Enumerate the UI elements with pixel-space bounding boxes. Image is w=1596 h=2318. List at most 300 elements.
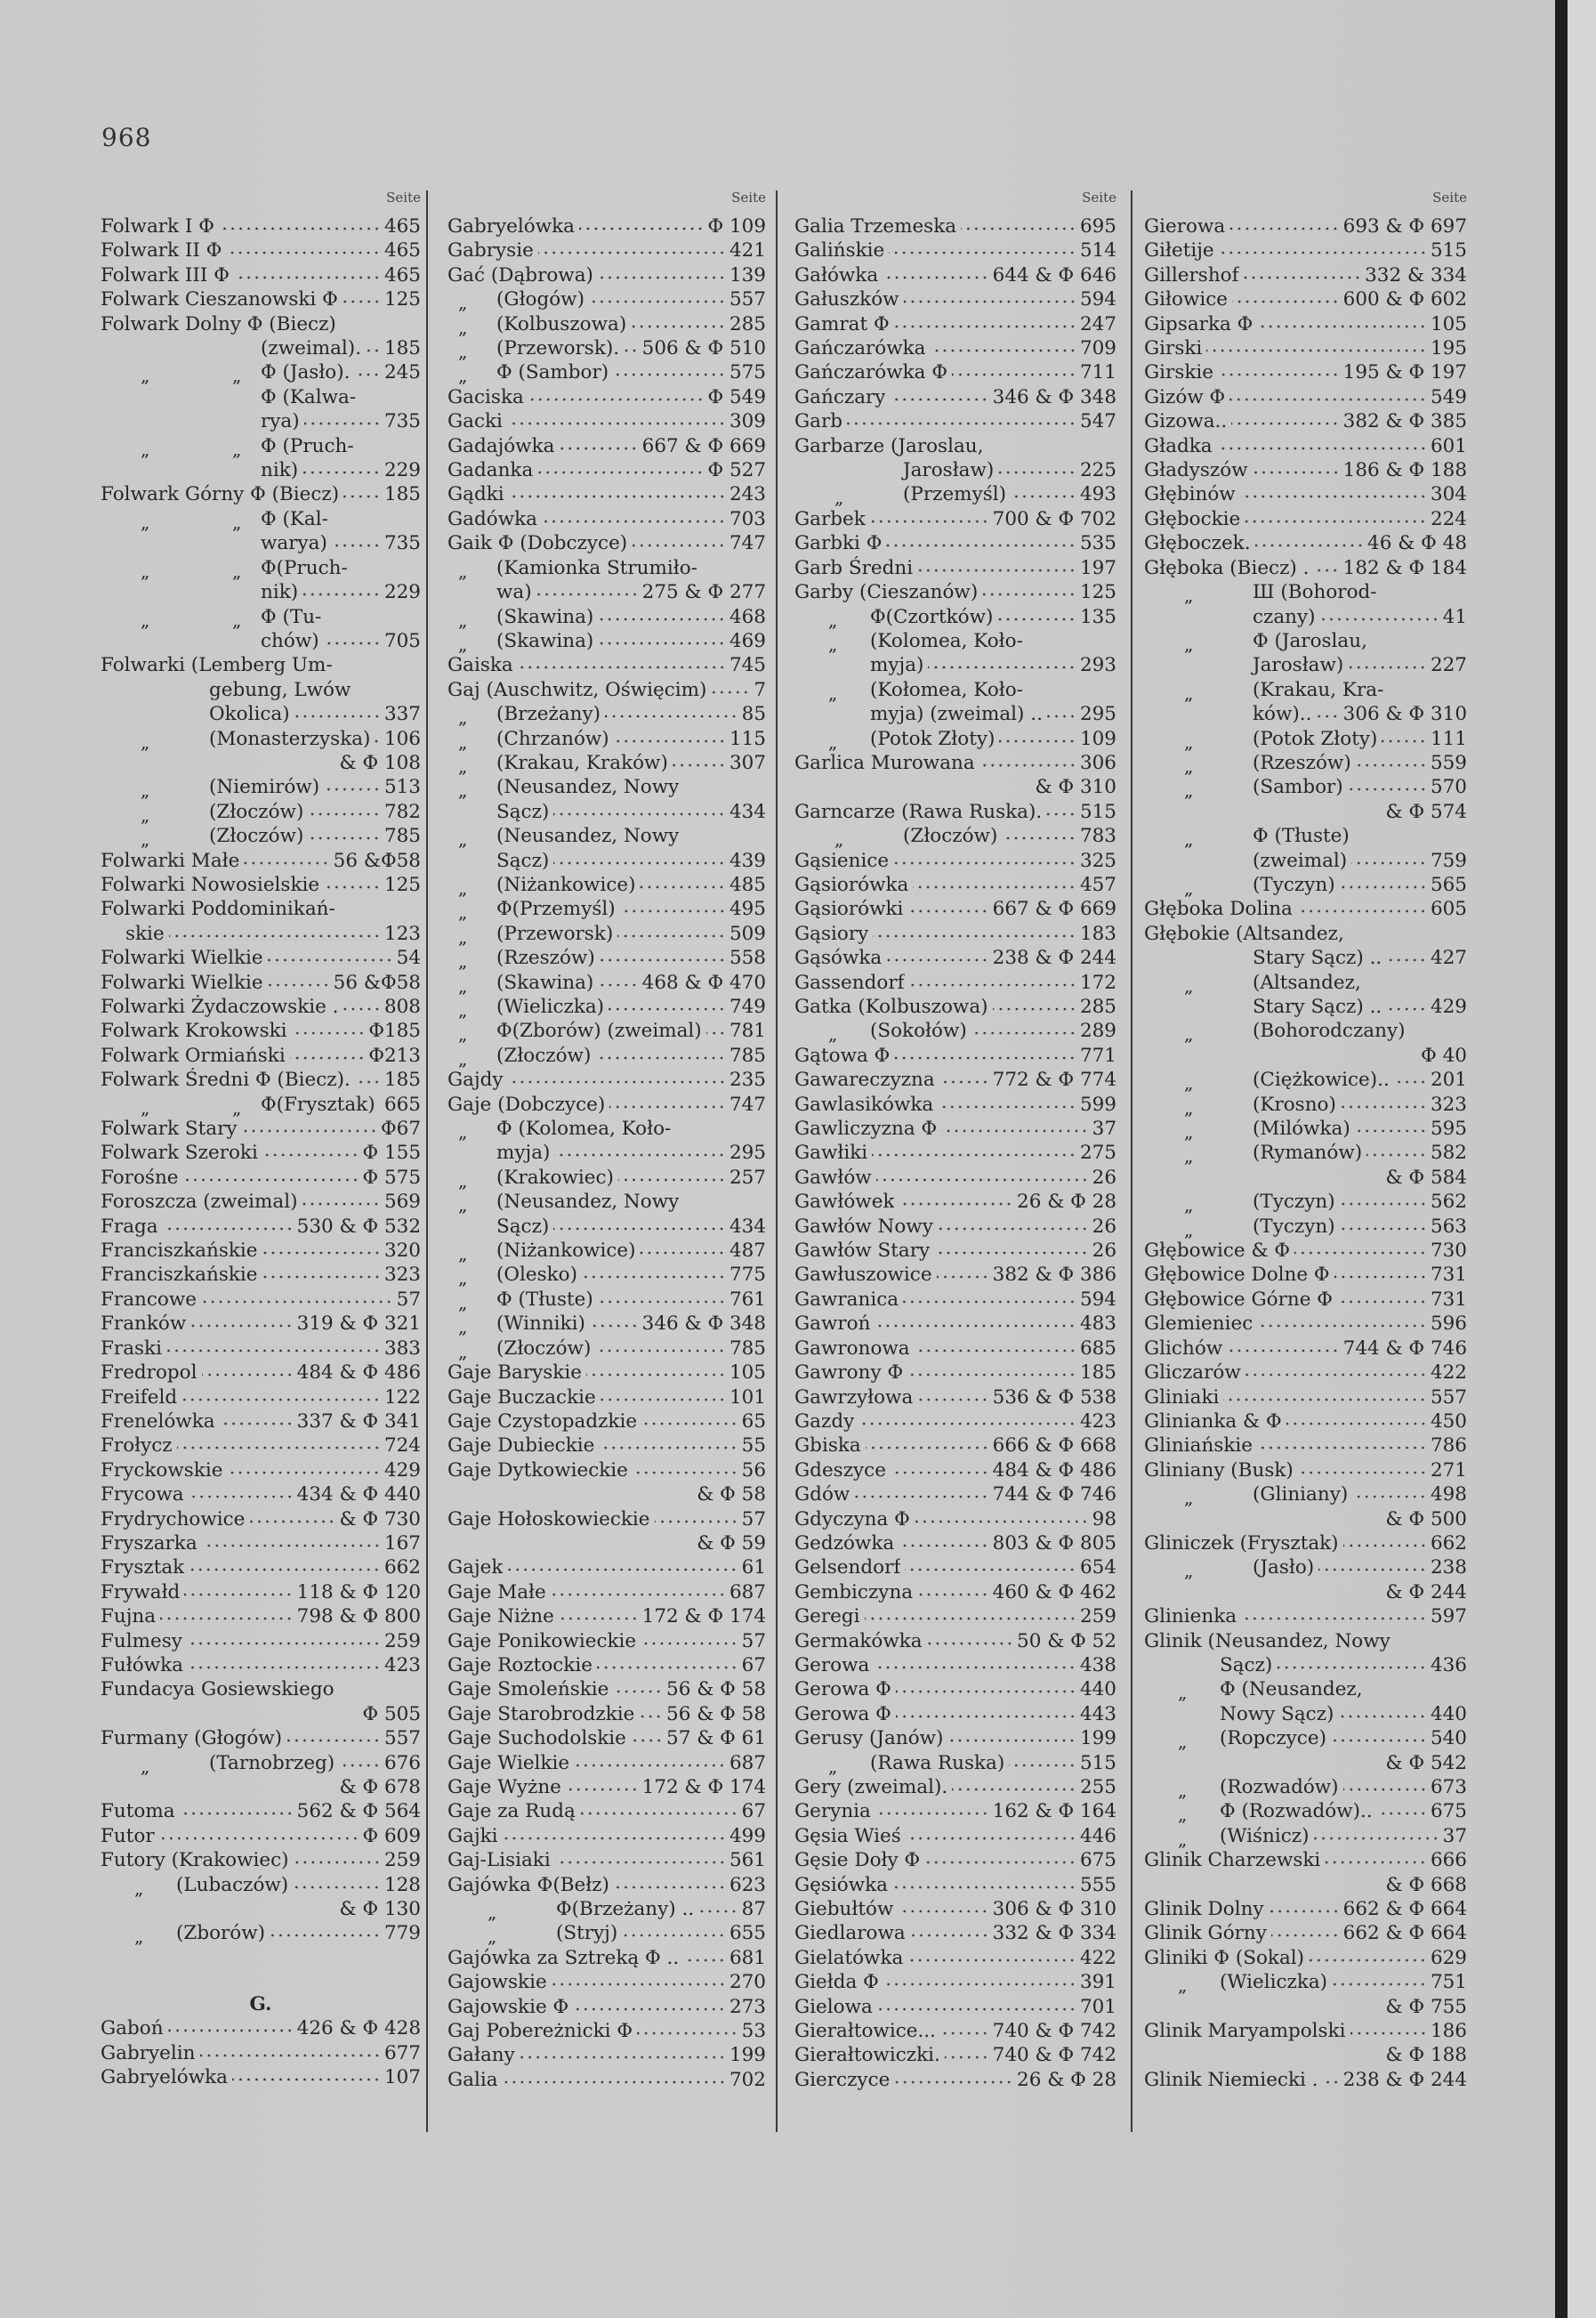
index-entry — [447, 1848, 766, 1872]
index-entry — [447, 1141, 766, 1165]
page-reference: 434 — [729, 1215, 766, 1238]
dot-leader — [673, 762, 726, 769]
page-reference: 749 — [729, 996, 766, 1018]
index-entry — [447, 312, 766, 336]
page-reference: 666 — [1430, 1849, 1467, 1872]
dot-leader — [934, 1249, 1088, 1256]
page-reference: 667 & Φ 669 — [641, 434, 766, 457]
dot-leader — [917, 1396, 988, 1403]
index-entry — [101, 1068, 421, 1092]
entry-name: (Głogów) — [496, 288, 584, 311]
index-entry — [447, 1946, 766, 1970]
index-entry — [447, 1044, 766, 1068]
dot-leader — [184, 1591, 293, 1598]
ditto-mark: „ — [458, 876, 468, 899]
dot-leader — [159, 1835, 359, 1842]
index-entry — [447, 1068, 766, 1092]
dot-leader — [160, 1615, 294, 1622]
page-reference: 7 — [754, 678, 766, 701]
page-reference: 747 — [729, 532, 766, 555]
index-entry — [447, 605, 766, 629]
dot-leader — [1232, 298, 1340, 305]
page-reference: 468 — [729, 605, 766, 628]
page-reference: 135 — [1079, 605, 1116, 628]
page-reference: 172 & Φ 174 — [641, 1776, 766, 1798]
entry-name: Gabryelówka — [101, 2066, 228, 2089]
dot-leader — [1351, 860, 1427, 867]
dot-leader — [875, 1810, 989, 1817]
column-divider — [1131, 190, 1133, 2132]
entry-name: Gańczarówka Φ — [794, 361, 947, 384]
page-reference: 332 & 334 — [1365, 263, 1467, 287]
dot-leader — [903, 1298, 1076, 1305]
index-entry — [1144, 1068, 1467, 1092]
dot-leader — [1269, 1908, 1340, 1915]
ditto-mark: „ — [141, 511, 150, 533]
entry-name: Gąsienice — [794, 849, 890, 872]
ditto-mark: „ — [458, 1316, 468, 1338]
page-reference: 182 & Φ 184 — [1342, 556, 1467, 579]
entry-name: Gaje Suchodolskie — [447, 1727, 626, 1750]
dot-leader — [308, 811, 381, 818]
dot-leader — [1320, 616, 1439, 623]
page-reference: & Φ 58 — [697, 1483, 766, 1506]
page-reference: 687 — [729, 1751, 766, 1774]
entry-name: Giedlarowa — [794, 1922, 906, 1945]
dot-leader — [1309, 1957, 1427, 1964]
page-reference: 122 — [383, 1385, 421, 1409]
ditto-mark: „ — [488, 1926, 497, 1948]
index-entry — [794, 1677, 1116, 1701]
ditto-mark: „ — [1184, 1023, 1194, 1046]
entry-name: (Ropczyce) — [1220, 1727, 1326, 1750]
ditto-mark: „ — [828, 633, 838, 655]
index-entry — [101, 1629, 421, 1653]
index-entry — [1144, 1897, 1467, 1921]
entry-name: gebung, Lwów — [209, 678, 351, 701]
entry-name: Gierczyce — [794, 2068, 891, 2091]
ditto-mark: „ — [488, 1902, 497, 1924]
page-reference: & Φ 500 — [1385, 1507, 1467, 1531]
entry-name: Galia Trzemeska — [794, 215, 957, 238]
entry-name: Fundacya Gosiewskiego — [101, 1678, 335, 1701]
index-entry — [794, 1093, 1116, 1117]
index-entry — [794, 531, 1116, 555]
index-entry — [101, 727, 421, 751]
page-reference: 555 — [1079, 1873, 1116, 1896]
page-reference: Φ213 — [368, 1044, 421, 1067]
ditto-mark: „ — [1178, 1804, 1188, 1826]
page-reference: 654 — [1079, 1556, 1116, 1579]
entry-name: Gerusy (Janów) — [794, 1727, 944, 1750]
dot-leader — [177, 1444, 381, 1451]
dot-leader — [1331, 1737, 1427, 1744]
ditto-mark: „ — [458, 731, 468, 753]
page-reference: 319 & Φ 321 — [296, 1312, 421, 1336]
dot-leader — [375, 738, 381, 745]
index-entry — [794, 1604, 1116, 1628]
page-reference: 87 — [741, 1898, 766, 1921]
dot-leader — [876, 1176, 1089, 1183]
dot-leader — [620, 908, 726, 915]
entry-name: Φ(Zborów) (zweimal) — [496, 1020, 702, 1043]
page-reference: 772 & Φ 774 — [992, 1069, 1116, 1092]
dot-leader — [1229, 396, 1427, 403]
index-entry — [447, 1897, 766, 1924]
page-reference: & Φ 542 — [1385, 1751, 1467, 1774]
entry-name: (Tyczyn) — [1253, 1191, 1335, 1214]
page-reference: 275 — [1079, 1142, 1116, 1165]
index-entry — [447, 2043, 766, 2067]
dot-leader — [917, 567, 1076, 574]
page-reference: 115 — [729, 727, 766, 750]
dot-leader — [1277, 1664, 1427, 1671]
ditto-mark: „ — [458, 609, 468, 631]
index-entry — [101, 1409, 421, 1434]
page-reference: 227 — [1430, 654, 1467, 677]
entry-name: Gawłów — [794, 1166, 872, 1189]
index-entry — [101, 1117, 421, 1141]
index-entry — [447, 263, 766, 287]
index-entry — [1144, 409, 1467, 433]
page-reference: 293 — [1079, 654, 1116, 677]
entry-name: Gawłiki — [794, 1142, 868, 1165]
index-entry — [794, 1995, 1116, 2019]
dot-leader — [605, 713, 738, 720]
dot-leader — [600, 957, 726, 964]
entry-name: Φ (Jaroslau, — [1253, 629, 1367, 652]
page-reference: 332 & Φ 334 — [992, 1922, 1116, 1945]
index-entry — [447, 922, 766, 946]
index-entry — [794, 1239, 1116, 1263]
dot-leader — [598, 616, 726, 623]
entry-name: (Krosno) — [1253, 1093, 1336, 1116]
dot-leader — [1244, 274, 1362, 281]
dot-leader — [262, 1249, 381, 1256]
dot-leader — [1297, 908, 1427, 915]
dot-leader — [1047, 713, 1076, 720]
dot-leader — [559, 1615, 639, 1622]
ditto-mark: „ — [1184, 1121, 1194, 1143]
ditto-mark: „ — [458, 925, 468, 948]
dot-leader — [169, 933, 381, 940]
page-reference: 485 — [729, 873, 766, 896]
dot-leader — [249, 1518, 335, 1525]
index-entry — [1144, 1873, 1467, 1897]
index-entry — [794, 1921, 1116, 1945]
page-reference: 37 — [1442, 1824, 1467, 1847]
dot-leader — [640, 884, 725, 891]
index-entry — [447, 1995, 766, 2019]
index-column-1 — [101, 187, 421, 2089]
index-entry — [101, 897, 421, 921]
entry-name: Fulmesy — [101, 1629, 182, 1652]
entry-name: Folwarki (Lemberg Um- — [101, 654, 333, 677]
entry-name: Głębowice & Φ — [1144, 1240, 1291, 1263]
entry-name: (Altsandez, — [1253, 971, 1361, 994]
index-entry — [794, 1580, 1116, 1604]
entry-name: Folwark Ormiański — [101, 1044, 286, 1067]
index-entry — [1144, 702, 1467, 726]
entry-name: Folwarki Małe — [101, 849, 240, 872]
entry-name: Gawliczyzna Φ — [794, 1118, 938, 1141]
page-reference: 509 — [729, 922, 766, 945]
index-entry — [794, 1409, 1116, 1434]
dot-leader — [979, 762, 1076, 769]
index-entry — [1144, 556, 1467, 580]
dot-leader — [899, 1542, 988, 1549]
index-entry — [101, 678, 421, 702]
page-reference: 56 &Φ58 — [333, 849, 421, 872]
entry-name: (zweimal) — [1253, 849, 1348, 872]
index-entry — [447, 751, 766, 775]
entry-name: Girski — [1144, 337, 1203, 360]
entry-name: Gęsia Wieś — [794, 1824, 901, 1847]
page-reference: 779 — [383, 1922, 421, 1945]
page-reference: 644 & Φ 646 — [992, 263, 1116, 287]
ditto-mark: „ — [458, 316, 468, 338]
entry-name: Gaje Małe — [447, 1580, 546, 1603]
index-entry — [794, 1653, 1116, 1677]
page-reference: 323 — [1430, 1093, 1467, 1116]
entry-name: Giełda Φ — [794, 1971, 879, 1994]
dot-leader — [1313, 567, 1339, 574]
page-reference: 26 — [1092, 1215, 1116, 1238]
index-entry — [1144, 214, 1467, 238]
index-entry — [101, 360, 421, 387]
entry-name: Forośne — [101, 1166, 179, 1189]
index-entry — [1144, 1385, 1467, 1409]
index-entry — [101, 1921, 421, 1948]
page-reference: 275 & Φ 277 — [641, 581, 766, 604]
entry-name: Gabryelin — [101, 2041, 196, 2064]
ditto-mark: „ — [1184, 1145, 1194, 1167]
index-entry — [794, 1726, 1116, 1750]
ditto-mark: „ — [828, 1023, 838, 1046]
entry-name: Gaje Ponikowieckie — [447, 1629, 637, 1652]
dot-leader — [507, 1566, 738, 1573]
dot-leader — [906, 1835, 1076, 1842]
index-entry — [447, 1629, 766, 1653]
entry-name: Franciszkańskie — [101, 1240, 258, 1263]
page-reference: & Φ 188 — [1385, 2044, 1467, 2067]
ditto-mark: „ — [458, 1169, 468, 1191]
dot-leader — [883, 274, 988, 281]
page-reference: 601 — [1430, 434, 1467, 457]
dot-leader — [870, 518, 989, 525]
entry-name: Franciszkańskie — [101, 1264, 258, 1287]
entry-name: (Sambor) — [1253, 776, 1343, 799]
page-reference: 128 — [383, 1873, 421, 1896]
page-reference: 382 & Φ 385 — [1342, 410, 1467, 433]
index-entry — [794, 1702, 1116, 1726]
page-reference: 536 & Φ 538 — [992, 1385, 1116, 1409]
dot-leader — [244, 860, 329, 867]
index-entry — [794, 1873, 1116, 1897]
page-reference: 427 — [1430, 947, 1467, 970]
page-reference: 565 — [1430, 873, 1467, 896]
entry-name: Foroszcza (zweimal) — [101, 1191, 298, 1214]
index-entry — [101, 409, 421, 433]
index-entry — [447, 653, 766, 677]
entry-name: Folwark Średni Φ (Biecz). — [101, 1069, 351, 1092]
ditto-mark: „ — [141, 804, 150, 826]
dot-leader — [262, 1273, 381, 1280]
entry-name: Sącz) — [496, 800, 550, 823]
page-reference: & Φ 130 — [339, 1898, 421, 1921]
dot-leader — [507, 420, 726, 427]
index-entry — [101, 1726, 421, 1750]
index-entry — [794, 214, 1116, 238]
page-reference: 446 — [1079, 1824, 1116, 1847]
index-entry — [1144, 873, 1467, 897]
entry-name: Sącz) — [496, 1215, 550, 1238]
ditto-mark: „ — [232, 365, 242, 387]
index-entry — [101, 873, 421, 897]
dot-leader — [553, 1225, 726, 1232]
index-entry — [447, 1970, 766, 1994]
index-entry — [1144, 312, 1467, 336]
page-reference: 195 — [1430, 337, 1467, 360]
entry-name: Gaje za Rudą — [447, 1800, 576, 1823]
dot-leader — [877, 2006, 1076, 2013]
index-entry — [1144, 1726, 1467, 1753]
dot-leader — [952, 1786, 1076, 1793]
entry-name: Glinik Niemiecki . — [1144, 2068, 1318, 2091]
ditto-mark: „ — [232, 560, 242, 582]
ditto-mark: „ — [458, 1047, 468, 1070]
index-entry — [1144, 360, 1467, 384]
ditto-mark: „ — [1184, 1194, 1194, 1216]
dot-leader — [937, 1273, 989, 1280]
entry-name: Sącz) — [496, 849, 550, 872]
dot-leader — [655, 1518, 738, 1525]
page-reference: 557 — [729, 288, 766, 311]
page-reference: 57 — [396, 1288, 421, 1311]
dot-leader — [520, 2054, 726, 2061]
entry-name: (Kolomea, Koło- — [870, 629, 1023, 652]
page-reference: 599 — [1079, 1093, 1116, 1116]
page-reference: 162 & Φ 164 — [992, 1800, 1116, 1823]
dot-leader — [355, 1078, 381, 1086]
dot-leader — [181, 1396, 381, 1403]
dot-leader — [227, 1469, 381, 1476]
index-entry — [1144, 1653, 1467, 1677]
page-reference: 487 — [729, 1240, 766, 1263]
dot-leader — [641, 1420, 738, 1427]
page-reference: 469 — [729, 629, 766, 652]
page-reference: 484 & Φ 486 — [992, 1458, 1116, 1482]
ditto-mark: „ — [458, 1340, 468, 1362]
index-entry — [1144, 1824, 1467, 1848]
dot-leader — [553, 811, 726, 818]
page-reference: 561 — [729, 1849, 766, 1872]
page-reference: 468 & Φ 470 — [641, 971, 766, 994]
entry-name: Gembiczyna — [794, 1580, 914, 1603]
entry-name: Garbarze (Jaroslau, — [794, 434, 984, 457]
page-reference: 186 & Φ 188 — [1342, 459, 1467, 482]
dot-leader — [189, 1493, 294, 1500]
page-reference: 139 — [729, 263, 766, 287]
entry-name: Gałany — [447, 2044, 515, 2067]
page-reference: 595 — [1430, 1118, 1467, 1141]
ditto-mark: „ — [1184, 731, 1194, 753]
index-entry — [101, 507, 421, 531]
entry-name: (Neusandez, Nowy — [496, 825, 680, 848]
entry-name: Gaje Dytkowieckie — [447, 1458, 628, 1482]
index-entry — [447, 531, 766, 555]
index-entry — [1144, 1946, 1467, 1970]
index-entry — [101, 702, 421, 726]
entry-name: Gerowa — [794, 1653, 870, 1676]
entry-name: (Milówka) — [1253, 1118, 1350, 1141]
ditto-mark: „ — [232, 511, 242, 533]
index-entry — [1144, 1312, 1467, 1336]
entry-name: Gaje Starobrodzkie — [447, 1702, 635, 1725]
dot-leader — [332, 542, 381, 549]
index-column-2 — [447, 187, 766, 2092]
dot-leader — [536, 591, 639, 598]
page-reference: 570 — [1430, 776, 1467, 799]
dot-leader — [641, 1640, 738, 1647]
dot-leader — [268, 957, 393, 964]
dot-leader — [886, 542, 1076, 549]
page-reference: 506 & Φ 510 — [641, 337, 766, 360]
page-reference: 530 & Φ 532 — [296, 1215, 421, 1238]
dot-leader — [617, 933, 726, 940]
page-reference: 185 — [1079, 1361, 1116, 1385]
entry-name: Gawlasikówka — [794, 1093, 934, 1116]
ditto-mark: „ — [141, 828, 150, 851]
index-entry — [101, 263, 421, 287]
dot-leader — [270, 1932, 381, 1939]
index-entry — [101, 800, 421, 824]
index-entry — [1144, 1361, 1467, 1385]
entry-name: Φ(Frysztak) — [261, 1093, 375, 1116]
page-reference: 125 — [383, 288, 421, 311]
entry-name: Gaj Pobereżnicki Φ — [447, 2020, 633, 2043]
dot-leader — [939, 1078, 989, 1086]
index-entry — [101, 2041, 421, 2065]
index-entry — [1144, 1337, 1467, 1361]
dot-leader — [553, 860, 726, 867]
index-entry — [447, 1093, 766, 1117]
dot-leader — [997, 616, 1076, 623]
entry-name: (Skawina) — [496, 629, 594, 652]
page-reference: 337 & Φ 341 — [296, 1409, 421, 1433]
ditto-mark: „ — [1178, 1780, 1188, 1801]
index-entry — [794, 1190, 1116, 1214]
entry-name: (Przemyśl) — [903, 483, 1007, 506]
page-reference: 498 — [1430, 1483, 1467, 1506]
page-reference: 53 — [741, 2020, 766, 2043]
dot-leader — [232, 2076, 381, 2083]
entry-name: Folwarki Wielkie — [101, 971, 263, 994]
ditto-mark: „ — [1184, 585, 1194, 607]
page-reference: 744 & Φ 746 — [1342, 1337, 1467, 1360]
entry-name: Gamrat Φ — [794, 312, 890, 335]
ditto-mark: „ — [141, 1096, 150, 1119]
entry-name: (Złoczów) — [209, 800, 304, 823]
dot-leader — [631, 1737, 663, 1744]
entry-name: Gawareczyzna — [794, 1069, 935, 1092]
index-entry — [101, 1166, 421, 1190]
dot-leader — [220, 1420, 294, 1427]
dot-leader — [631, 323, 726, 330]
entry-name: (Potok Złoty) — [1253, 727, 1378, 750]
page-reference: 201 — [1430, 1069, 1467, 1092]
index-entry — [1144, 1117, 1467, 1141]
